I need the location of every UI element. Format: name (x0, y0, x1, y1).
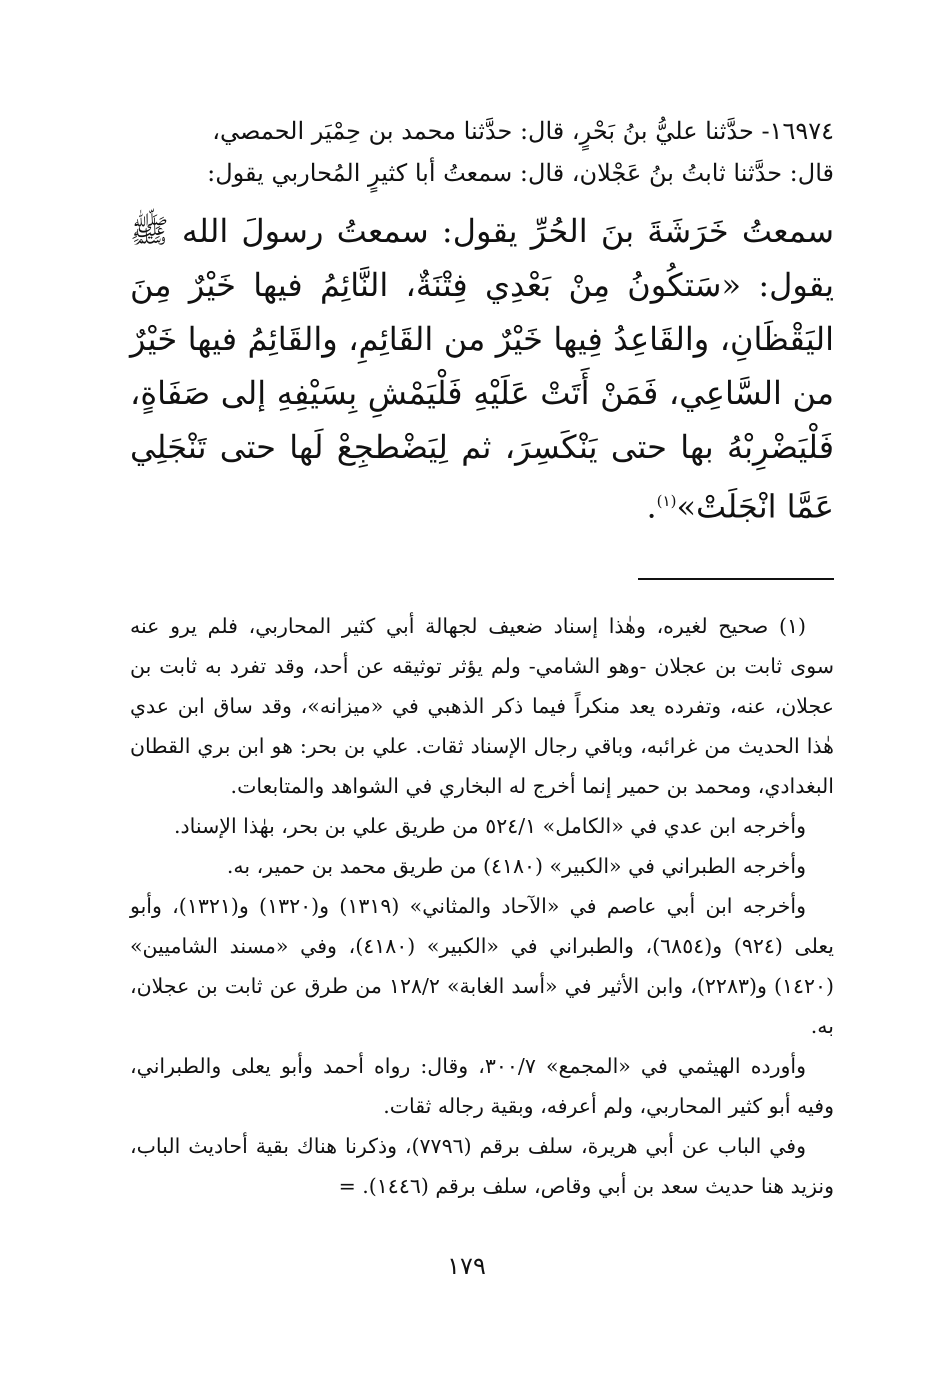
isnad-line-2: قال: حدَّثنا ثابتُ بنُ عَجْلان، قال: سمعتُ أبا كثيرٍ المُحاربي يقول: (207, 159, 834, 187)
footnote-reference: (١) (656, 492, 677, 510)
footnote-paragraph: وأخرجه ابن عدي في «الكامل» ٥٢٤/١ من طريق علي بن بحر، بهٰذا الإسناد. (174, 813, 806, 838)
footnote-paragraph: وأورده الهيثمي في «المجمع» ٣٠٠/٧، وقال: رواه أحمد وأبو يعلى والطبراني، وفيه أبو كثير المحاربي، ولم أعرفه، وبقية رجاله ثقات. (130, 1053, 834, 1118)
footnote-paragraph: (١) صحيح لغيره، وهٰذا إسناد ضعيف لجهالة أبي كثير المحاربي، فلم يرو عنه سوى ثابت بن عجلان -وهو الشامي- ولم يؤثر توثيقه عن أحد، وقد تفرد به ثابت بن عجلان، عنه، وتفرده يعد منكراً فيما ذكر الذهبي في «ميزانه»، وقد ساق ابن عدي هٰذا الحديث من غرائبه، وباقي رجال الإسناد ثقات. علي بن بحر: هو ابن بري القطان البغدادي، ومحمد بن حمير إنما أخرج له البخاري في الشواهد والمتابعات. (130, 613, 834, 798)
matn-text: سمعتُ خَرَشَةَ بنَ الحُرِّ يقول: سمعتُ رسولَ الله ﷺ يقول: «سَتكُونُ مِنْ بَعْدِي فِتْنَةٌ، النَّائِمُ فيها خَيْرٌ مِنَ اليَقْظَانِ، والقَاعِدُ فِيها خَيْرٌ من القَائِمِ، والقَائِمُ فيها خَيْرٌ من السَّاعِي، فَمَنْ أَتَتْ عَلَيْهِ فَلْيَمْشِ بِسَيْفِهِ إلى صَفَاةٍ، فَلْيَضْرِبْهُ بها حتى يَنْكَسِرَ، ثم لِيَضْطجِعْ لَها حتى تَنْجَلِي عَمَّا انْجَلَتْ» (130, 212, 834, 526)
page-body (130, 110, 834, 1206)
hadith-isnad (130, 110, 834, 194)
page-number: ١٧٩ (447, 1252, 486, 1280)
footnotes (130, 606, 834, 1206)
footnote-paragraph: وفي الباب عن أبي هريرة، سلف برقم (٧٧٩٦)، وذكرنا هناك بقية أحاديث الباب، ونزيد هنا حديث سعد بن أبي وقاص، سلف برقم (١٤٤٦). = (130, 1133, 834, 1198)
isnad-line-1: ١٦٩٧٤- حدَّثنا عليُّ بنُ بَحْرٍ، قال: حدَّثنا محمد بن حِمْيَر الحمصي، (212, 117, 834, 145)
hadith-matn (130, 204, 834, 534)
footnote-paragraph: وأخرجه ابن أبي عاصم في «الآحاد والمثاني» (١٣١٩) و(١٣٢٠) و(١٣٢١)، وأبو يعلى (٩٢٤) و(٦٨٥٤)، والطبراني في «الكبير» (٤١٨٠)، وفي «مسند الشاميين» (١٤٢٠) و(٢٢٨٣)، وابن الأثير في «أسد الغابة» ١٢٨/٢ من طرق عن ثابت بن عجلان، به. (130, 893, 835, 1038)
footnote-paragraph: وأخرجه الطبراني في «الكبير» (٤١٨٠) من طريق محمد بن حمير، به. (226, 853, 806, 878)
matn-end-mark: . (646, 487, 657, 526)
footnote-separator (638, 578, 834, 580)
